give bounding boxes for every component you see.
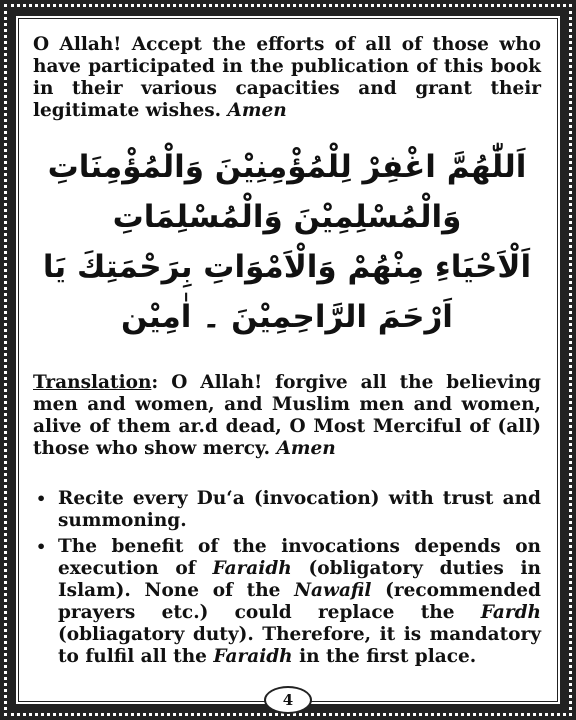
intro-paragraph — [33, 34, 541, 122]
translation-amen: Amen — [276, 438, 336, 459]
intro-text: O Allah! Accept the efforts of all of those who have participated in the publication of this book in their various capacities and grant their legitimate wishes. — [33, 34, 541, 121]
list-item-text: (obligatory duties in Islam). None of the — [58, 558, 541, 601]
translation-colon: : — [151, 372, 172, 393]
list-item — [33, 536, 541, 668]
page-number: 4 — [282, 691, 294, 709]
page-content — [33, 34, 541, 672]
list-item-text: (recommended prayers etc.) could replace the — [58, 580, 541, 623]
bullet-icon: • — [36, 537, 47, 556]
translation-label: Translation — [33, 372, 152, 393]
arabic-supplication — [33, 142, 541, 342]
term-faraidh: Faraidh — [213, 646, 293, 667]
intro-amen: Amen — [227, 100, 287, 121]
list-item-text: (obliagatory duty). Therefore, it is mandatory to fulfil all the — [58, 624, 541, 667]
term-fardh: Fardh — [480, 602, 541, 623]
translation-text: O Allah! forgive all the believing men and women, and Muslim men and women, alive of them ar.d dead, O Most Merciful of (all) those who show mercy. — [33, 372, 541, 459]
page-number-badge — [264, 686, 312, 714]
bullet-icon: • — [36, 489, 47, 508]
translation-paragraph — [33, 372, 541, 460]
list-item-text: in the first place. — [292, 646, 477, 667]
advice-list — [33, 488, 541, 668]
term-nawafil: Nawafil — [294, 580, 372, 601]
list-item-text: The benefit of the invocations depends on execution of — [58, 536, 541, 579]
arabic-line-1: اَللّٰهُمَّ اغْفِرْ لِلْمُؤْمِنِيْنَ وَالْمُؤْمِنَاتِ وَالْمُسْلِمِيْنَ وَالْمُسْلِمَاتِ — [47, 149, 527, 235]
list-item — [33, 488, 541, 532]
term-faraidh: Faraidh — [212, 558, 292, 579]
list-item-text: Recite every Du‘a (invocation) with trust and summoning. — [58, 488, 541, 531]
arabic-line-2: اَلْاَحْيَاءِ مِنْهُمْ وَالْاَمْوَاتِ بِرَحْمَتِكَ يَا اَرْحَمَ الرَّاحِمِيْنَ ۔ اٰمِيْن — [42, 249, 532, 335]
